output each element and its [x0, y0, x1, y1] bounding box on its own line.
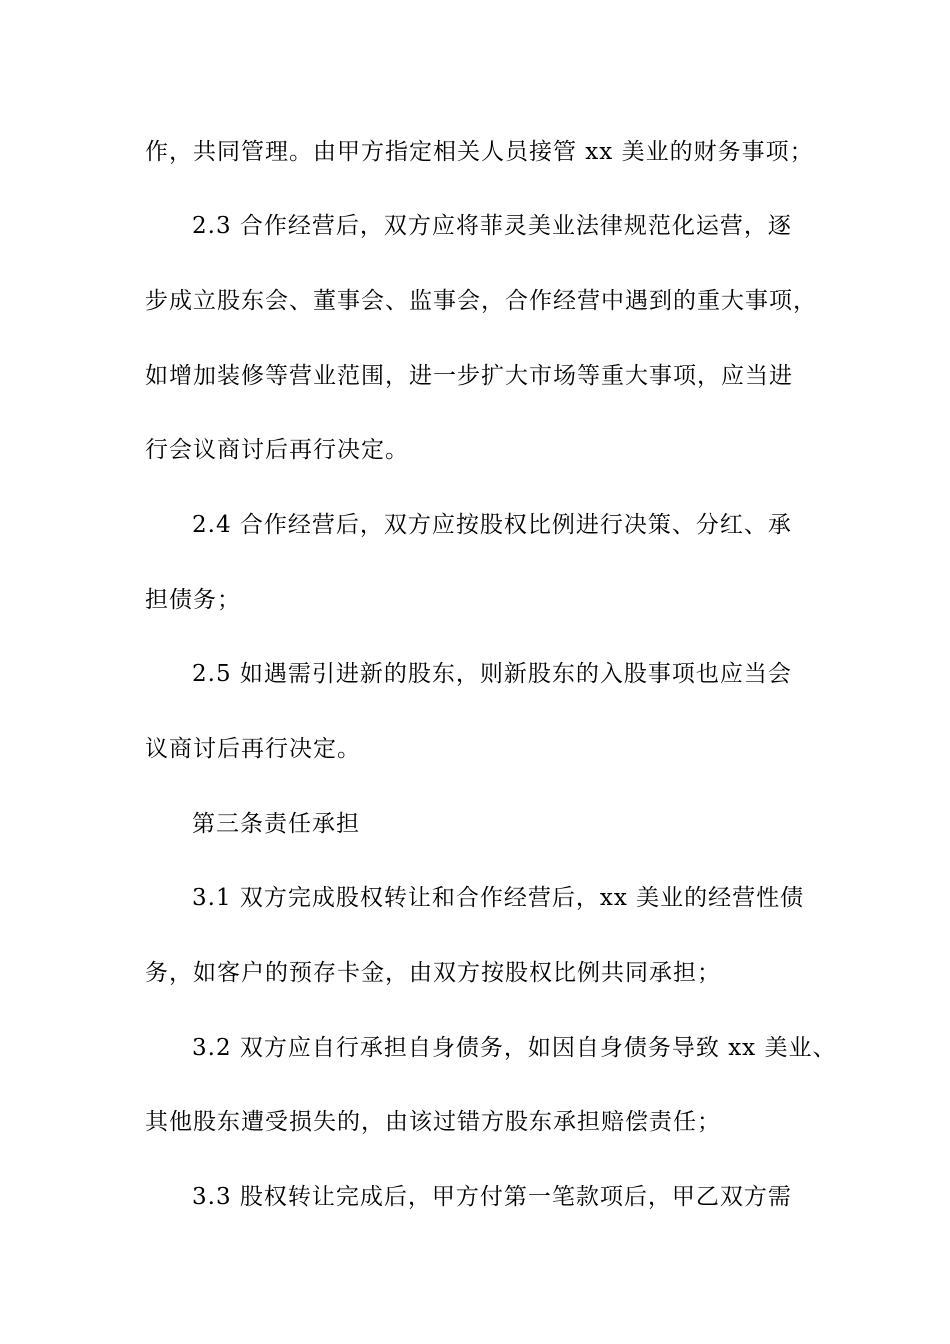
paragraph-line: 3.3 股权转让完成后，甲方付第一笔款项后，甲乙双方需 — [192, 1184, 792, 1210]
paragraph-line: 2.4 合作经营后，双方应按股权比例进行决策、分红、承 — [192, 512, 792, 538]
paragraph-line: 担债务； — [145, 587, 241, 613]
paragraph-line: 其他股东遭受损失的，由该过错方股东承担赔偿责任； — [145, 1109, 721, 1135]
section-heading: 第三条责任承担 — [192, 811, 360, 837]
paragraph-line: 2.3 合作经营后，双方应将菲灵美业法律规范化运营，逐 — [192, 213, 792, 239]
paragraph-line: 如增加装修等营业范围，进一步扩大市场等重大事项，应当进 — [145, 363, 793, 389]
paragraph-line: 3.1 双方完成股权转让和合作经营后，xx 美业的经营性债 — [192, 885, 805, 911]
paragraph-line: 议商讨后再行决定。 — [145, 736, 361, 762]
paragraph-line: 3.2 双方应自行承担自身债务，如因自身债务导致 xx 美业、 — [192, 1035, 837, 1061]
paragraph-line: 行会议商讨后再行决定。 — [145, 437, 409, 463]
paragraph-line: 2.5 如遇需引进新的股东，则新股东的入股事项也应当会 — [192, 661, 792, 687]
paragraph-line: 步成立股东会、董事会、监事会，合作经营中遇到的重大事项， — [145, 288, 817, 314]
paragraph-line: 务，如客户的预存卡金，由双方按股权比例共同承担； — [145, 960, 721, 986]
paragraph-line: 作，共同管理。由甲方指定相关人员接管 xx 美业的财务事项； — [145, 139, 814, 165]
